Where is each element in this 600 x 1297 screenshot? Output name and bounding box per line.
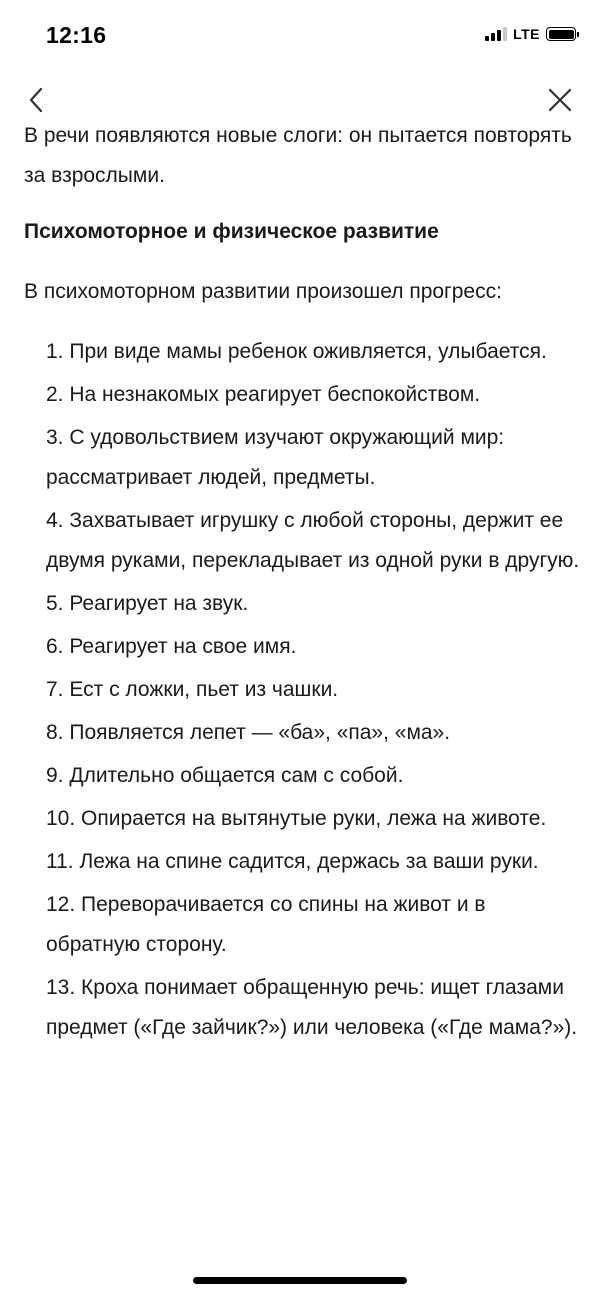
- section-heading: Психомоторное и физическое развитие: [24, 220, 439, 243]
- list-item: 7. Ест с ложки, пьет из чашки.: [46, 678, 339, 701]
- close-button[interactable]: [546, 86, 574, 114]
- list-item: 11. Лежа на спине садится, держась за ваши руки.: [46, 850, 539, 873]
- back-button[interactable]: [24, 86, 52, 114]
- close-icon: [546, 86, 574, 114]
- list-item: 5. Реагирует на звук.: [46, 592, 249, 615]
- list-item: 13. Кроха понимает обращенную речь: ищет глазами предмет («Где зайчик?») или человека («Где мама?»).: [46, 976, 578, 1039]
- list-item: 12. Переворачивается со спины на живот и в обратную сторону.: [46, 893, 486, 956]
- list-item: 9. Длительно общается сам с собой.: [46, 764, 404, 787]
- status-indicators: [485, 26, 576, 42]
- network-label: LTE: [513, 26, 540, 42]
- list-item: 6. Реагирует на свое имя.: [46, 635, 297, 658]
- chevron-left-icon: [24, 86, 52, 114]
- home-indicator[interactable]: [193, 1277, 407, 1284]
- list-item: 10. Опирается на вытянутые руки, лежа на животе.: [46, 807, 547, 830]
- status-time: 12:16: [46, 22, 107, 48]
- list-item: 4. Захватывает игрушку с любой стороны, держит ее двумя руками, перекладывает из одной руки в другую.: [46, 509, 580, 572]
- list-item: 8. Появляется лепет — «ба», «па», «ма».: [46, 721, 451, 744]
- development-list: [24, 332, 580, 1048]
- article-content: [24, 116, 580, 1051]
- list-item: 1. При виде мамы ребенок оживляется, улыбается.: [46, 340, 547, 363]
- battery-icon: [546, 27, 576, 41]
- list-item: 3. С удовольствием изучают окружающий мир: рассматривает людей, предметы.: [46, 426, 505, 489]
- signal-icon: [485, 27, 507, 41]
- lead-text: В психомоторном развитии произошел прогресс:: [24, 280, 502, 303]
- list-item: 2. На незнакомых реагирует беспокойством.: [46, 383, 481, 406]
- status-bar: [0, 0, 600, 70]
- intro-text: В речи появляются новые слоги: он пытается повторять за взрослыми.: [24, 124, 572, 187]
